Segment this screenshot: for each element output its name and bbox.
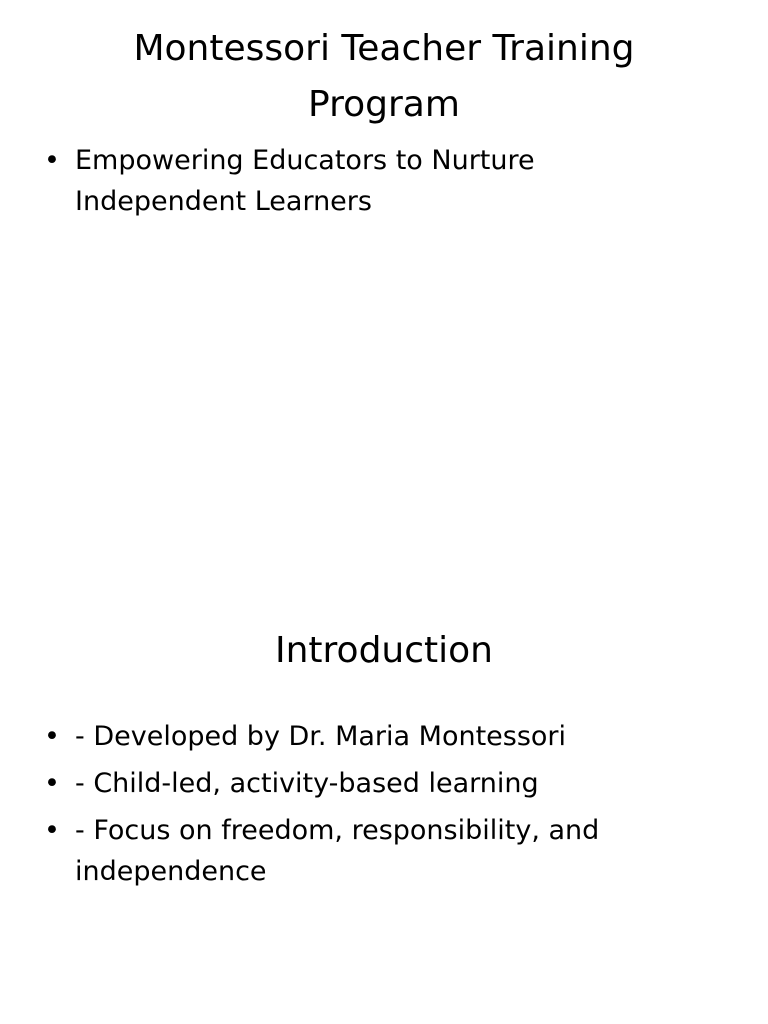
bullet-item: • - Developed by Dr. Maria Montessori (40, 716, 660, 757)
slide-heading: Introduction (274, 630, 493, 671)
slide-heading: Montessori Teacher Training Program (133, 28, 635, 125)
bullet-list (40, 140, 660, 228)
bullet-list (40, 716, 660, 898)
bullet-item: • - Focus on freedom, responsibility, and independence (40, 810, 660, 892)
slide-introduction (0, 512, 768, 1024)
bullet-item: • - Child-led, activity-based learning (40, 763, 660, 804)
bullet-item: • Empowering Educators to Nurture Independent Learners (40, 140, 660, 222)
